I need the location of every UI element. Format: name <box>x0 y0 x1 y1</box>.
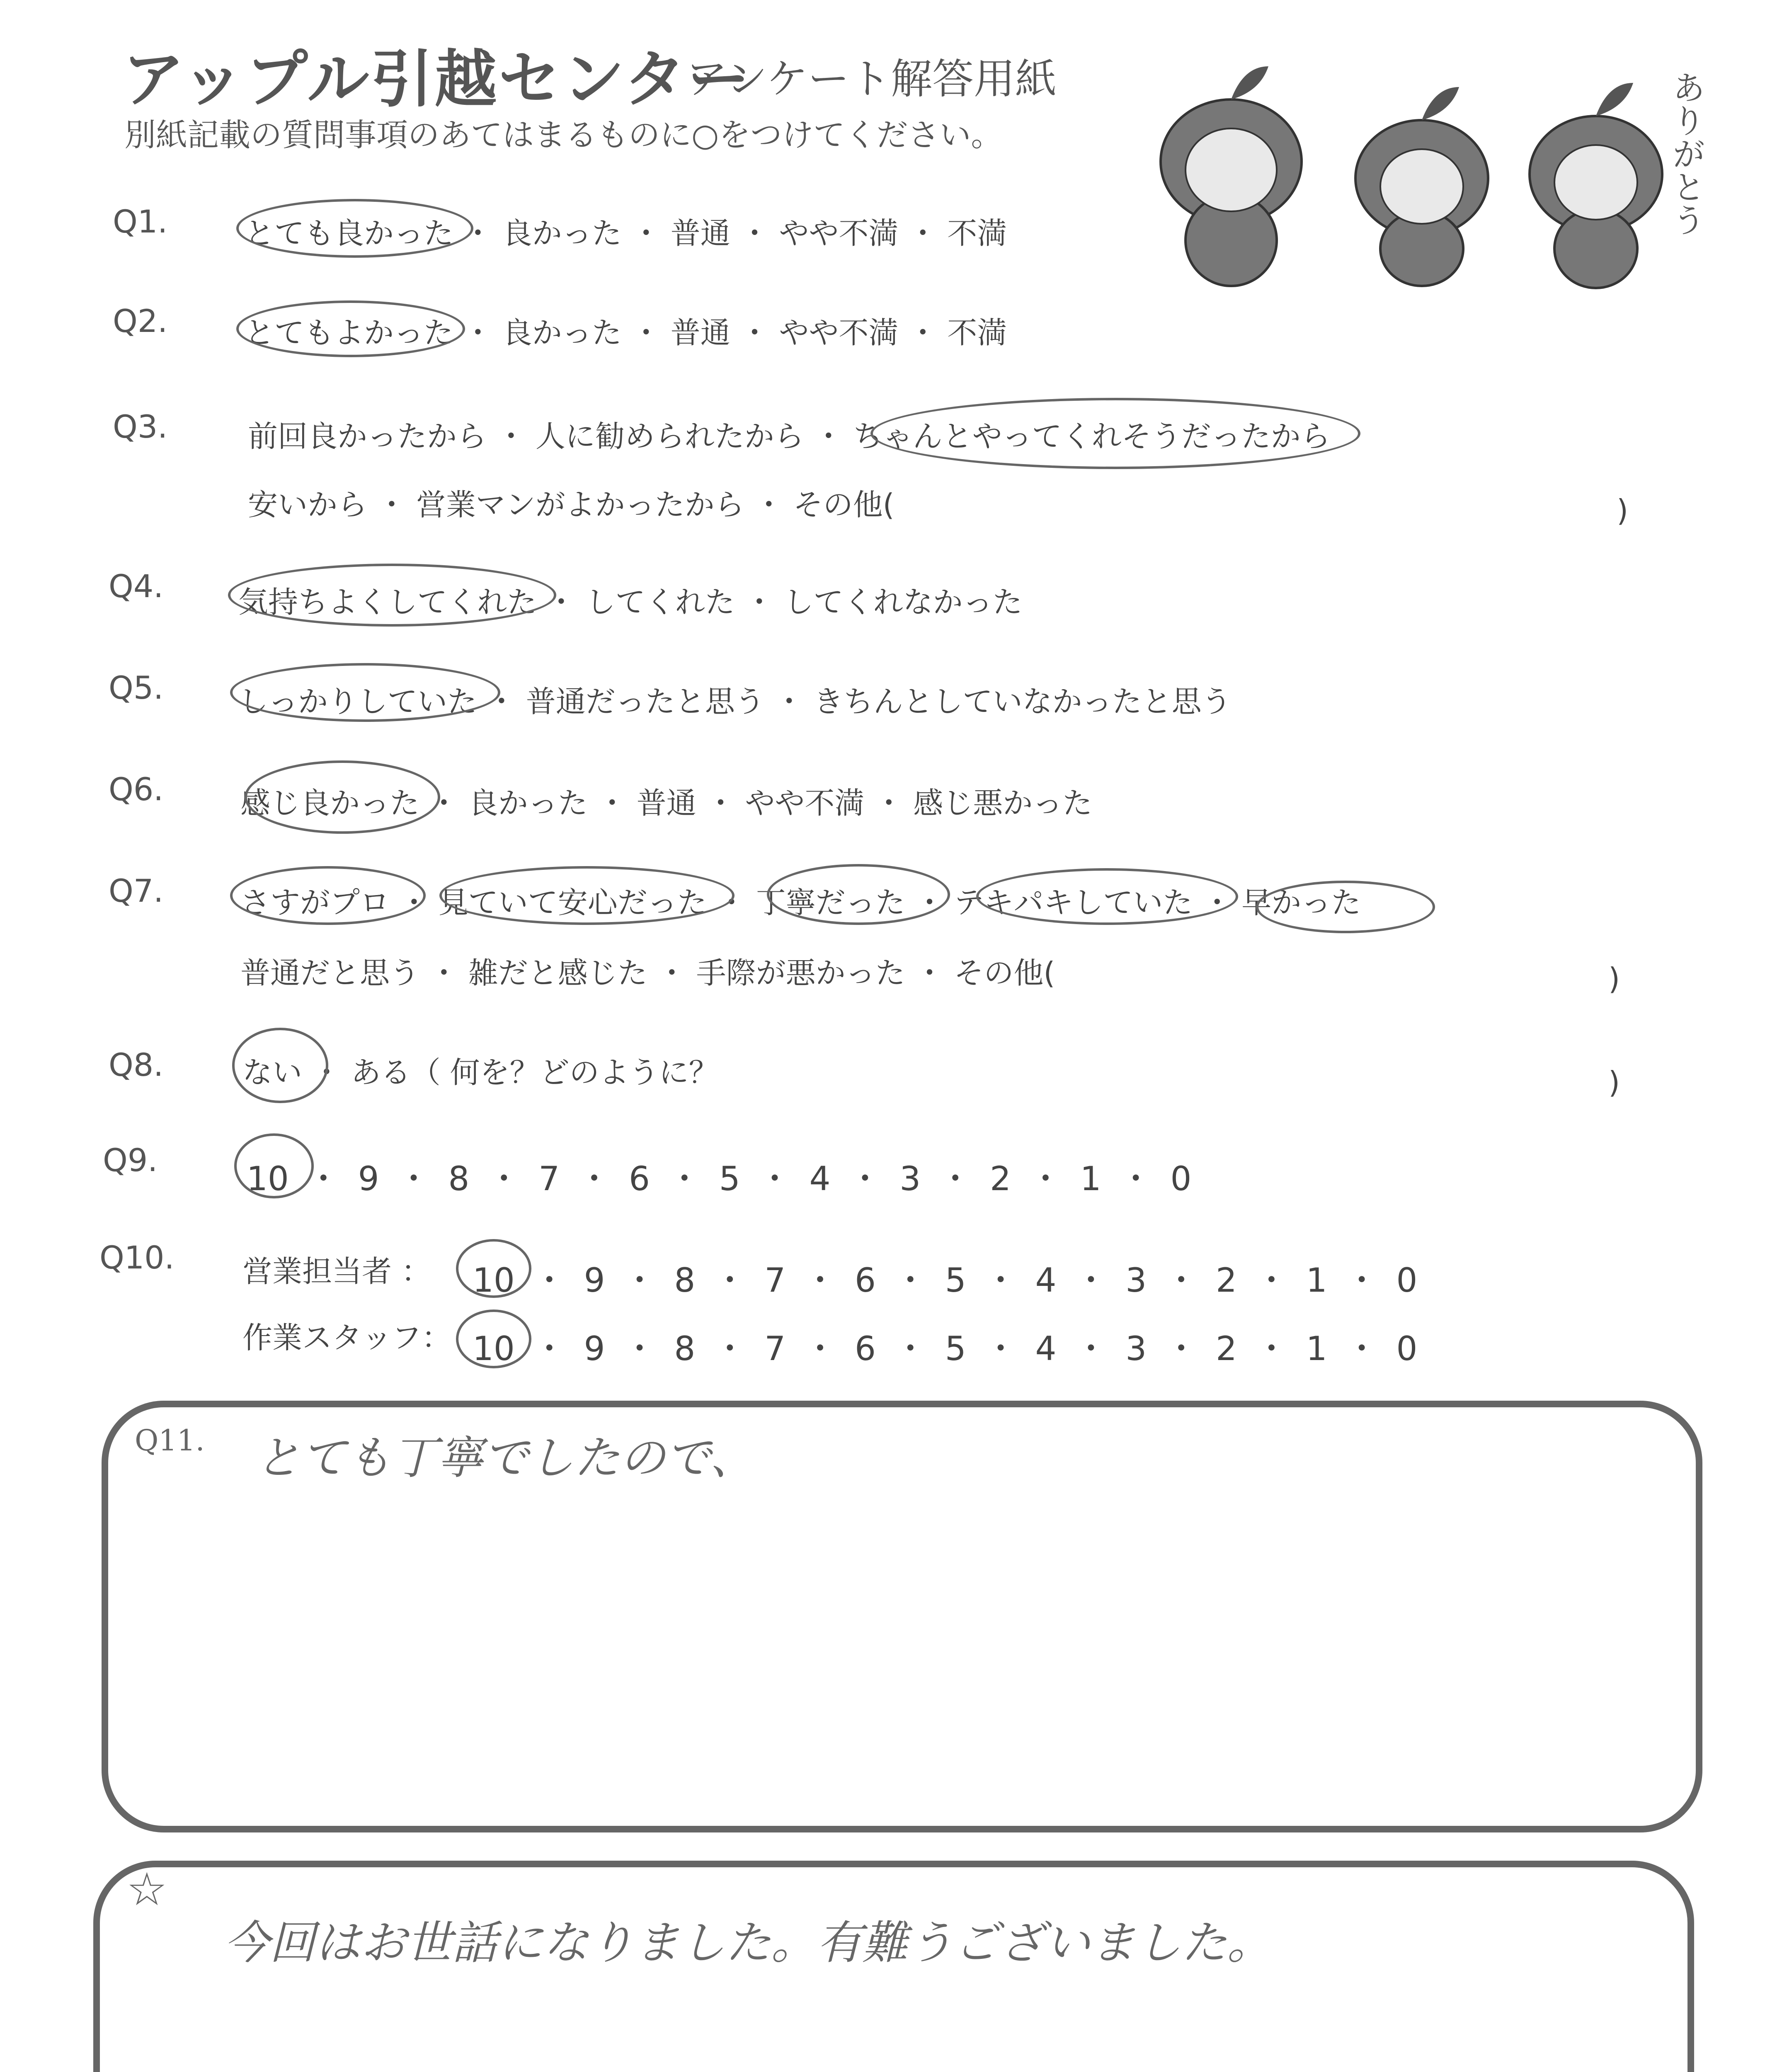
q10-staff-option[interactable]: 3 <box>1125 1329 1147 1368</box>
q6-option[interactable]: 普通 <box>636 786 696 821</box>
form-subtitle: アンケート解答用紙 <box>686 55 1057 103</box>
q10-sales-option[interactable]: 0 <box>1396 1261 1418 1300</box>
q7-option[interactable]: テキパキしていた <box>954 885 1193 920</box>
q10-staff-option[interactable]: 0 <box>1396 1329 1418 1368</box>
q9-option[interactable]: 2 <box>990 1159 1011 1198</box>
q7-option[interactable]: 雑だと感じた <box>468 956 647 990</box>
q4-label: Q4. <box>109 568 164 605</box>
q1-option[interactable]: やや不満 <box>779 216 899 251</box>
q5-option[interactable]: きちんとしていなかったと思う <box>813 684 1232 719</box>
q8-option[interactable]: ある（ 何を？どのように？ <box>351 1055 719 1090</box>
q10-sales-selection-circle <box>456 1239 531 1298</box>
q10-staff-option[interactable]: 10 <box>473 1329 515 1368</box>
q10-staff-option[interactable]: 4 <box>1035 1329 1057 1368</box>
q10-sales-option[interactable]: 4 <box>1035 1261 1057 1300</box>
q10-sales-option[interactable]: 9 <box>584 1261 605 1300</box>
q5-option[interactable]: 普通だったと思う <box>526 684 765 719</box>
q7-option[interactable]: 普通だと思う <box>240 956 420 990</box>
q10-staff-scale: 10 ・ 9 ・ 8 ・ 7 ・ 6 ・ 5 ・ 4 ・ 3 ・ 2 ・ 1 ・ 0 <box>473 1329 1418 1368</box>
q2-option[interactable]: 不満 <box>947 315 1007 350</box>
comment-star-label: ☆ <box>126 1863 167 1916</box>
q2-options: とてもよかった ・ 良かった ・ 普通 ・ やや不満 ・ 不満 <box>245 315 1007 350</box>
q2-selection-circle <box>236 300 465 357</box>
q7-label: Q7. <box>109 872 164 909</box>
q7-selection-circle <box>439 866 735 925</box>
q2-option[interactable]: 良かった <box>502 315 622 350</box>
q7-option[interactable]: その他( <box>954 956 1055 990</box>
q4-option[interactable]: してくれなかった <box>783 585 1023 620</box>
q10-staff-option[interactable]: 8 <box>674 1329 696 1368</box>
q11-handwritten-answer: とても丁寧でしたので、 <box>255 1431 756 1484</box>
q8-label: Q8. <box>109 1046 164 1083</box>
q1-selection-circle <box>236 199 473 258</box>
q3-option[interactable]: 前回良かったから <box>248 419 487 454</box>
q7-selection-circle <box>230 866 426 925</box>
q7-option[interactable]: 早かった <box>1241 885 1361 920</box>
q1-option[interactable]: とても良かった <box>245 216 454 251</box>
q8-option[interactable]: ない <box>242 1055 303 1090</box>
q6-option[interactable]: 感じ悪かった <box>913 786 1093 821</box>
q10-sales-option[interactable]: 6 <box>854 1261 876 1300</box>
q3-option[interactable]: 営業マンがよかったから <box>416 487 744 522</box>
q2-option[interactable]: 普通 <box>670 315 730 350</box>
q10-sales-option[interactable]: 1 <box>1306 1261 1327 1300</box>
q10-sales-option[interactable]: 2 <box>1216 1261 1237 1300</box>
q7-selection-circle <box>767 864 950 925</box>
q9-label: Q9. <box>103 1142 158 1179</box>
q10-staff-label: 作業スタッフ： <box>242 1320 452 1355</box>
q3-selection-circle <box>870 398 1360 469</box>
instruction-text: 別紙記載の質問事項のあてはまるものに○をつけてください。 <box>124 116 1003 153</box>
q3-options-line1: 前回良かったから ・ 人に勧められたから ・ ちゃんとやってくれそうだったから <box>248 419 1331 454</box>
q1-option[interactable]: 良かった <box>502 216 622 251</box>
q2-label: Q2. <box>113 303 168 339</box>
q7-option[interactable]: 丁寧だった <box>756 885 905 920</box>
q8-close-paren: ) <box>1608 1065 1620 1100</box>
comment-handwritten-text: 今回はお世話になりました。有難うございました。 <box>224 1916 1273 1969</box>
q6-label: Q6. <box>109 771 164 808</box>
q10-staff-option[interactable]: 6 <box>854 1329 876 1368</box>
q3-option[interactable]: ちゃんとやってくれそうだったから <box>853 419 1331 454</box>
q8-options: ない ・ ある（ 何を？どのように？ <box>242 1055 719 1090</box>
q9-option[interactable]: 4 <box>809 1159 831 1198</box>
q3-options-line2: 安いから ・ 営業マンがよかったから ・ その他( <box>248 487 895 522</box>
q5-options: しっかりしていた ・ 普通だったと思う ・ きちんとしていなかったと思う <box>238 684 1232 719</box>
mascot-illustration <box>1136 58 1716 290</box>
q5-label: Q5. <box>109 669 164 706</box>
q9-option[interactable]: 10 <box>247 1159 289 1198</box>
q6-option[interactable]: 感じ良かった <box>240 786 420 821</box>
q10-sales-label: 営業担当者 ： <box>242 1254 431 1289</box>
q10-sales-option[interactable]: 5 <box>945 1261 966 1300</box>
q9-selection-circle <box>234 1133 314 1198</box>
q11-label: Q11. <box>135 1423 205 1457</box>
q7-option[interactable]: 見ていて安心だった <box>438 885 707 920</box>
q3-option[interactable]: 人に勧められたから <box>535 419 804 454</box>
q10-sales-option[interactable]: 10 <box>473 1261 515 1300</box>
q1-option[interactable]: 不満 <box>947 216 1007 251</box>
q7-option[interactable]: さすがプロ <box>240 885 390 920</box>
q4-option[interactable]: 気持ちよくしてくれた <box>238 585 537 620</box>
q10-sales-scale: 10 ・ 9 ・ 8 ・ 7 ・ 6 ・ 5 ・ 4 ・ 3 ・ 2 ・ 1 ・ 0 <box>473 1261 1418 1300</box>
q2-option[interactable]: とてもよかった <box>245 315 454 350</box>
q7-option[interactable]: 手際が悪かった <box>696 956 905 990</box>
q4-option[interactable]: してくれた <box>585 585 735 620</box>
q7-options-line1: さすがプロ ・ 見ていて安心だった ・ 丁寧だった ・ テキパキしていた ・ 早かった <box>240 885 1361 920</box>
q3-option[interactable]: 安いから <box>248 487 368 522</box>
q5-option[interactable]: しっかりしていた <box>238 684 478 719</box>
q10-staff-option[interactable]: 7 <box>764 1329 786 1368</box>
q10-sales-option[interactable]: 7 <box>764 1261 786 1300</box>
q6-option[interactable]: やや不満 <box>745 786 865 821</box>
q9-option[interactable]: 7 <box>538 1159 560 1198</box>
q5-selection-circle <box>230 663 500 722</box>
q9-option[interactable]: 9 <box>358 1159 379 1198</box>
q10-label: Q10. <box>99 1239 175 1276</box>
q10-sales-option[interactable]: 8 <box>674 1261 696 1300</box>
q3-close-paren: ) <box>1617 493 1629 528</box>
q9-option[interactable]: 5 <box>719 1159 740 1198</box>
q9-option[interactable]: 0 <box>1170 1159 1192 1198</box>
q1-label: Q1. <box>113 203 168 240</box>
company-title: アップル引越センター <box>122 44 752 116</box>
q8-selection-circle <box>232 1028 328 1103</box>
q9-option[interactable]: 8 <box>448 1159 470 1198</box>
mascot-thanks-text: ありがとう <box>1667 70 1705 236</box>
q9-scale: 10 ・ 9 ・ 8 ・ 7 ・ 6 ・ 5 ・ 4 ・ 3 ・ 2 ・ 1 ・ 0 <box>247 1159 1192 1198</box>
q3-label: Q3. <box>113 408 168 445</box>
q4-options: 気持ちよくしてくれた ・ してくれた ・ してくれなかった <box>238 585 1023 620</box>
q10-staff-option[interactable]: 5 <box>945 1329 966 1368</box>
q9-option[interactable]: 6 <box>628 1159 650 1198</box>
q7-options-line2: 普通だと思う ・ 雑だと感じた ・ 手際が悪かった ・ その他( <box>240 956 1055 990</box>
q2-option[interactable]: やや不満 <box>779 315 899 350</box>
q10-staff-selection-circle <box>456 1310 531 1368</box>
q10-sales-option[interactable]: 3 <box>1125 1261 1147 1300</box>
q9-option[interactable]: 3 <box>899 1159 921 1198</box>
q1-options: とても良かった ・ 良かった ・ 普通 ・ やや不満 ・ 不満 <box>245 216 1007 251</box>
q10-staff-option[interactable]: 9 <box>584 1329 605 1368</box>
q7-close-paren: ) <box>1608 961 1620 996</box>
q4-selection-circle <box>228 564 556 627</box>
q3-option[interactable]: その他( <box>793 487 895 522</box>
q1-option[interactable]: 普通 <box>670 216 730 251</box>
q6-options: 感じ良かった ・ 良かった ・ 普通 ・ やや不満 ・ 感じ悪かった <box>240 786 1093 821</box>
q9-option[interactable]: 1 <box>1080 1159 1101 1198</box>
q6-selection-circle <box>245 760 440 834</box>
q10-staff-option[interactable]: 2 <box>1216 1329 1237 1368</box>
q7-selection-circle <box>1256 881 1435 933</box>
q10-staff-option[interactable]: 1 <box>1306 1329 1327 1368</box>
q7-selection-circle <box>976 868 1238 925</box>
q6-option[interactable]: 良かった <box>468 786 588 821</box>
